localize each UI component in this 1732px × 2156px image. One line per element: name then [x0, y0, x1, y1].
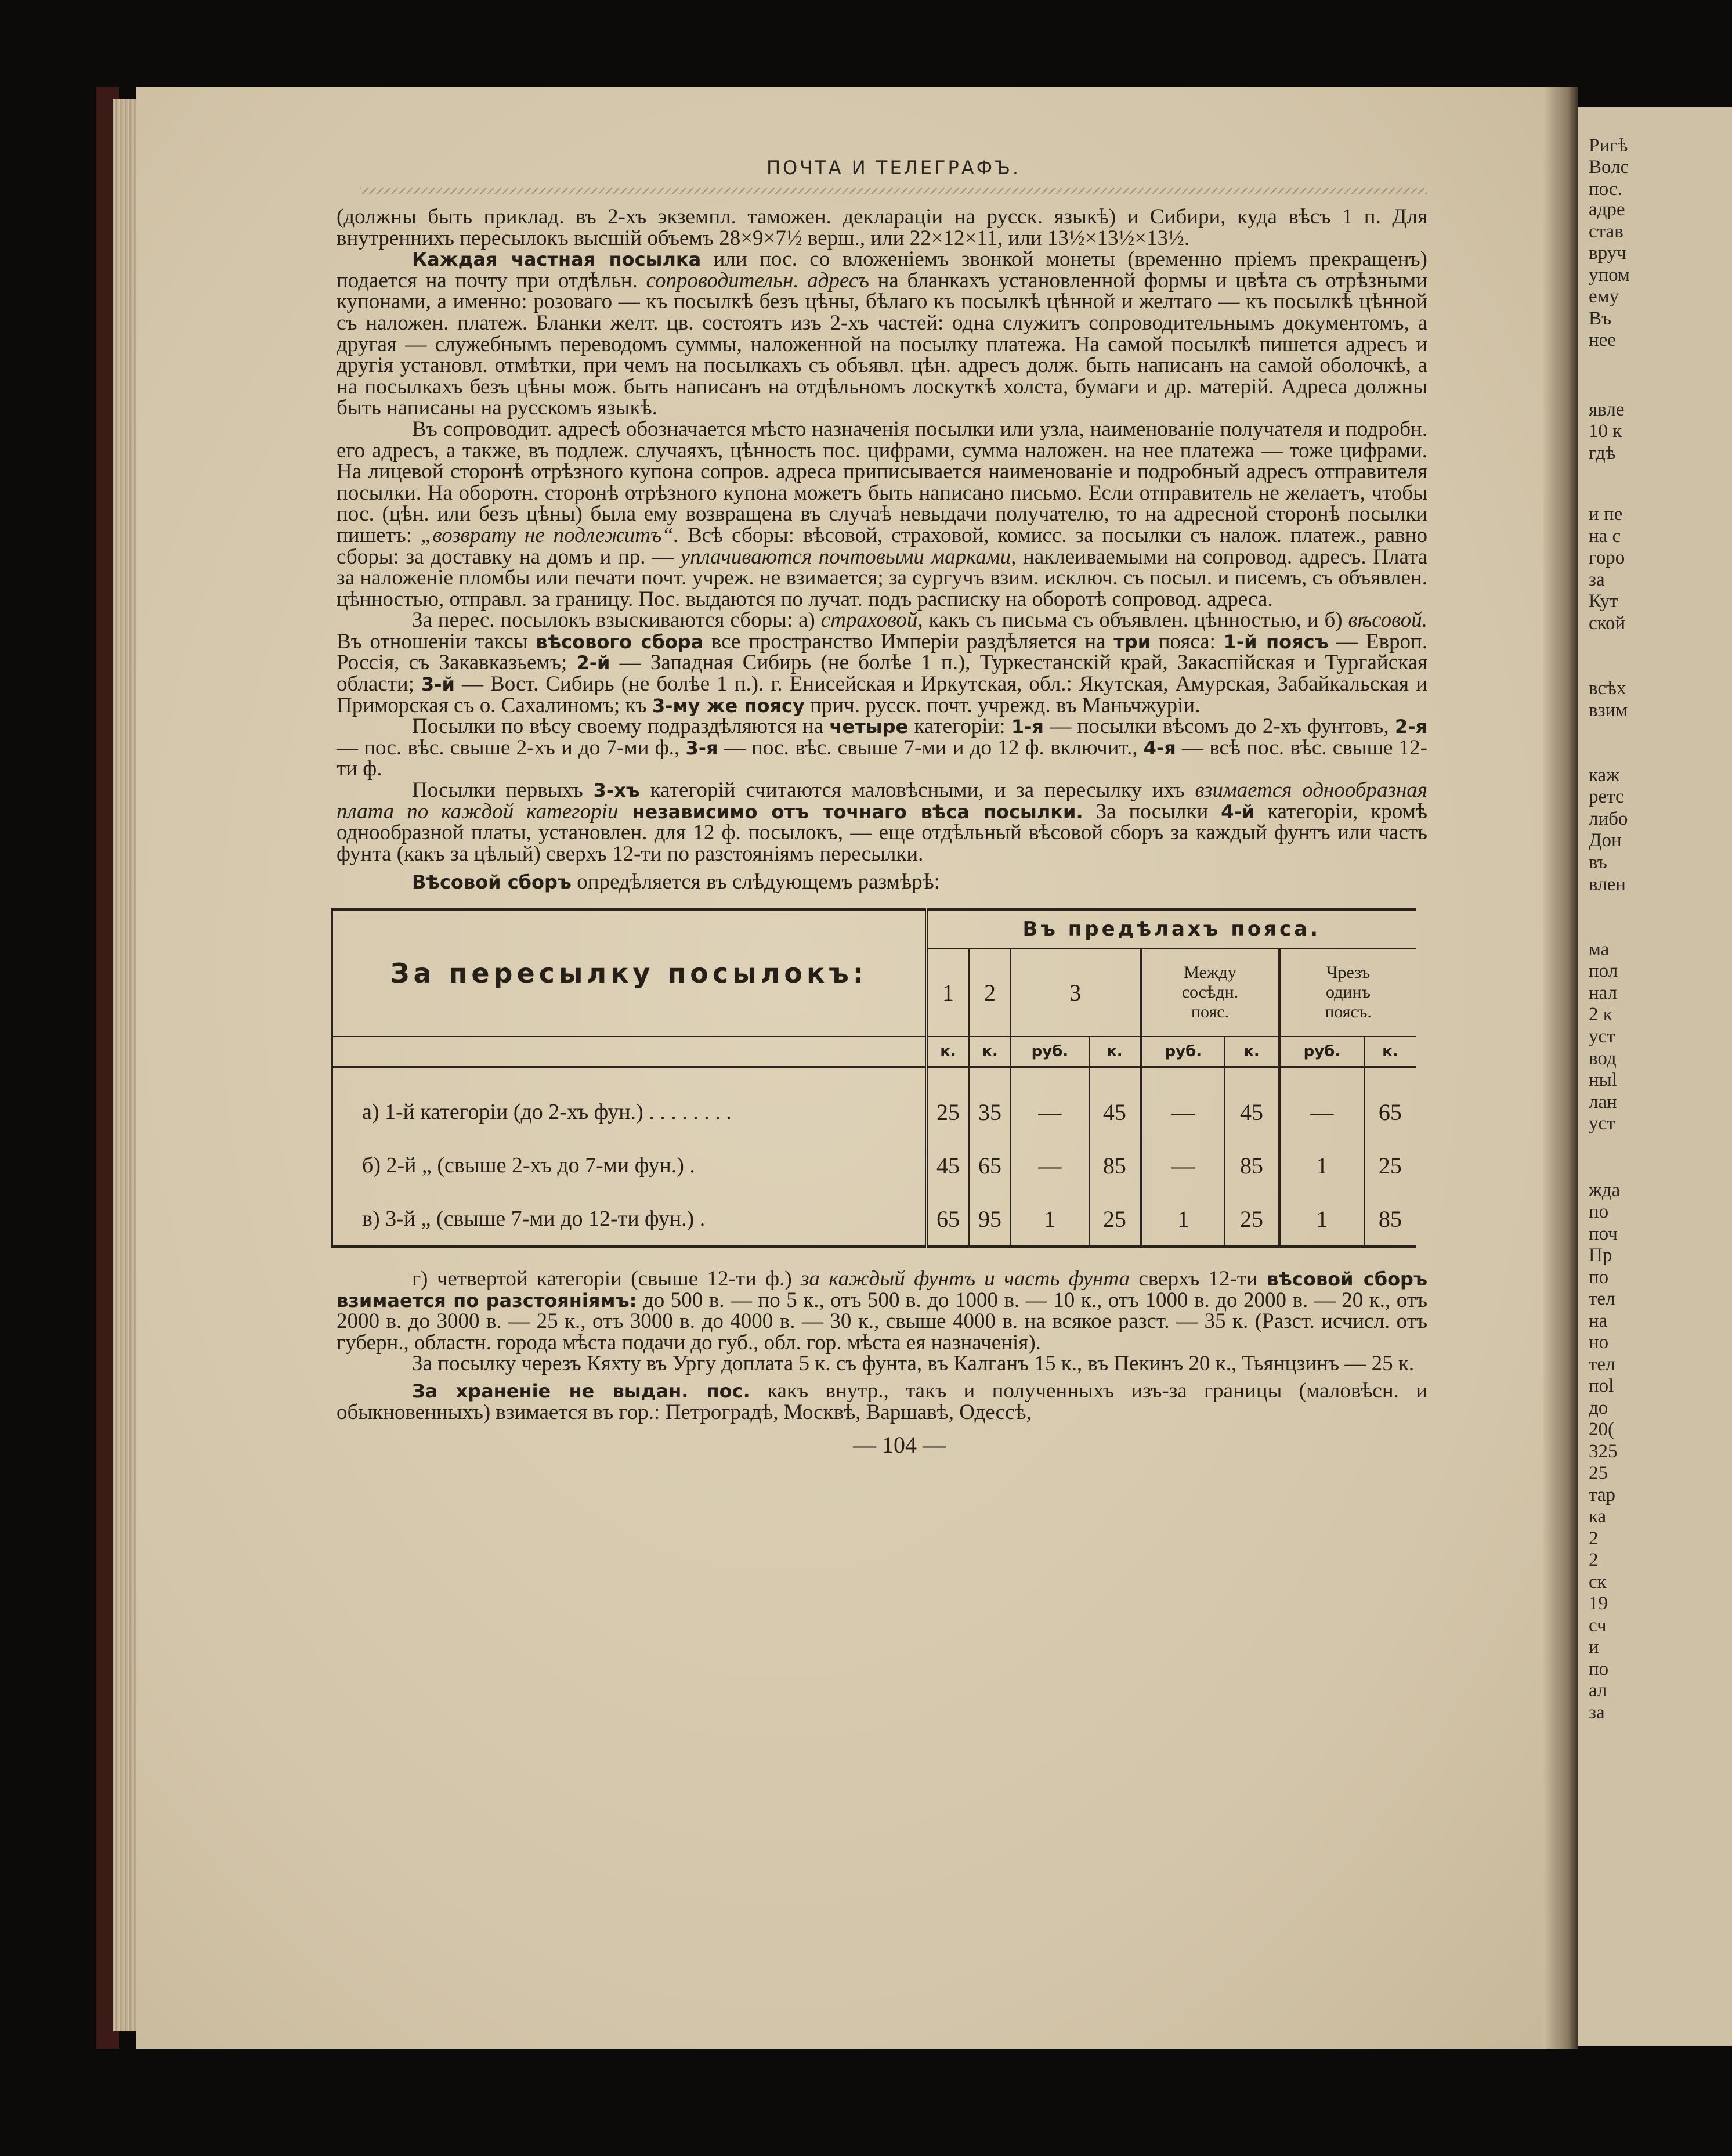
- table-cell: 95: [969, 1192, 1011, 1247]
- next-page-text: 2: [1589, 1528, 1599, 1549]
- page-content: [337, 157, 1427, 1458]
- paragraph-6: Посылки первыхъ 3-хъ категорій считаются маловѣсными, и за пересылку ихъ взимается однообразная плата по каждой категоріи независимо отъ точнаго вѣса посылки. За посылки 4-й категоріи, кромѣ однообразной платы, установлен. для 12 ф. посылокъ, — еще отдѣльный вѣсовой сборъ за каждый фунтъ или часть фунта (какъ за цѣлый) сверхъ 12-ти по разстояніямъ пересылки.: [337, 778, 1428, 866]
- book-gutter: [1543, 87, 1578, 2049]
- next-page-text: ск: [1589, 1572, 1607, 1592]
- unit-cell: к.: [927, 1037, 970, 1067]
- table-row: [332, 1139, 1416, 1192]
- table-cell: —: [1011, 1139, 1089, 1192]
- next-page-text: поч: [1589, 1223, 1618, 1244]
- table-cell: —: [1141, 1085, 1225, 1139]
- next-page-text: и пе: [1589, 504, 1623, 525]
- next-page-text: ма: [1589, 939, 1610, 960]
- next-page-text: Дон: [1589, 830, 1622, 851]
- col-header-3: 3: [1011, 948, 1141, 1037]
- next-page-text: влен: [1589, 874, 1626, 895]
- next-page-text: ретс: [1589, 786, 1624, 807]
- next-page-text: уст: [1589, 1113, 1615, 1134]
- running-header: ПОЧТА И ТЕЛЕГРАФЪ.: [766, 157, 1021, 179]
- next-page-text: ему: [1589, 286, 1619, 307]
- col-header-neighbor: Между сосѣдн. пояс.: [1141, 948, 1279, 1037]
- row-label: б) 2-й „ (свыше 2-хъ до 7-ми фун.) .: [332, 1139, 927, 1192]
- next-page-text: поl: [1589, 1375, 1614, 1396]
- table-caption: За пересылку посылокъ:: [390, 958, 868, 989]
- next-page-text: пол: [1589, 960, 1618, 981]
- next-page-text: горо: [1589, 547, 1625, 568]
- next-page-text: сч: [1589, 1615, 1607, 1636]
- header-rule: [360, 188, 1427, 194]
- next-page-text: уст: [1589, 1026, 1615, 1047]
- paragraph-9: За посылку черезъ Кяхту въ Ургу доплата 5 к. съ фунта, въ Калганъ 15 к., въ Пекинъ 20 к., Тьянцзинъ — 25 к.: [412, 1352, 1415, 1376]
- next-page-text: нал: [1589, 983, 1618, 1003]
- unit-cell: к.: [1225, 1037, 1279, 1067]
- next-page-text: вод: [1589, 1048, 1617, 1069]
- next-page-text: 2 к: [1589, 1004, 1612, 1025]
- zone-header: Въ предѣлахъ пояса.: [927, 909, 1416, 948]
- next-page-text: адре: [1589, 199, 1625, 220]
- table-row-spacer: [332, 1067, 1416, 1086]
- next-page-text: лан: [1589, 1092, 1617, 1113]
- next-page-text: явле: [1589, 399, 1625, 420]
- table-cell: 1: [1011, 1192, 1089, 1247]
- row-label: а) 1-й категоріи (до 2-хъ фун.) . . . . . . . .: [332, 1085, 927, 1139]
- next-page-text: каж: [1589, 765, 1619, 786]
- next-page-text: до: [1589, 1397, 1608, 1418]
- next-page-text: на с: [1589, 526, 1621, 547]
- row-label: в) 3-й „ (свыше 7-ми до 12-ти фун.) .: [332, 1192, 927, 1247]
- col-header-2: 2: [969, 948, 1011, 1037]
- next-page-text: пос.: [1589, 179, 1622, 200]
- next-page-text: въ: [1589, 852, 1607, 873]
- next-page-text: став: [1589, 221, 1623, 242]
- page-number: — 104 —: [853, 1432, 946, 1458]
- next-page-text: либо: [1589, 808, 1628, 829]
- next-page-text: жда: [1589, 1180, 1621, 1201]
- next-page-text: 25: [1589, 1462, 1608, 1483]
- table-cell: —: [1011, 1085, 1089, 1139]
- next-page-text: и: [1589, 1637, 1599, 1657]
- table-cell: 25: [1364, 1139, 1416, 1192]
- table-cell: 25: [1089, 1192, 1141, 1247]
- next-page-text: 19: [1589, 1593, 1608, 1614]
- body-text-after-table: [337, 1269, 1427, 1423]
- next-page-text: гдѣ: [1589, 443, 1616, 464]
- unit-cell: руб.: [1141, 1037, 1225, 1067]
- paragraph-3: Въ сопроводит. адресѣ обозначается мѣсто назначенія посылки или узла, наименованіе получателя и подробн. его адресъ, а также, въ подлеж. случаяхъ, цѣнность пос. цифрами, сумма наложен. на нее платежа — тоже цифрами. На лицевой сторонѣ отрѣзного купона сопров. адреса приписывается наименованіе и подробный адресъ отправителя посылки. На оборотн. сторонѣ отрѣзного купона можетъ быть написано письмо. Если отправитель не желаетъ, чтобы пос. (цѣн. или безъ цѣны) была ему возвращена въ случаѣ невыдачи получателю, то на адресной сторонѣ посылки пишетъ: „возврату не подлежитъ“. Всѣ сборы: вѣсовой, страховой, комисс. за посылки съ налож. платеж., равно сборы: за доставку на домъ и пр. — уплачиваются почтовыми марками, наклеиваемыми на сопровод. адресъ. Плата за наложеніе пломбы или печати почт. учреж. не взимается; за сургучъ взим. исключ. съ посыл. и писемъ, съ объявлен. цѣнностью, отправл. за границу. Пос. выдаются по лучат. подъ расписку на оборотѣ сопровод. адреса.: [337, 417, 1427, 611]
- unit-cell: к.: [1364, 1037, 1416, 1067]
- table-cell: 45: [927, 1139, 970, 1192]
- next-page-text: ал: [1589, 1680, 1607, 1701]
- next-page-text: тел: [1589, 1354, 1615, 1375]
- paragraph-10: За храненіе не выдан. пос. какъ внутр., такъ и полученныхъ изъ-за границы (маловѣсн. и обыкновенныхъ) взимается въ гор.: Петроградѣ, Москвѣ, Варшавѣ, Одессѣ,: [337, 1378, 1427, 1424]
- table-cell: 25: [1225, 1192, 1279, 1247]
- next-page-text: вруч: [1589, 243, 1626, 263]
- next-page-text: нее: [1589, 330, 1616, 351]
- next-page-text: ской: [1589, 613, 1626, 634]
- next-page-text: на: [1589, 1310, 1608, 1331]
- next-page-text: Кут: [1589, 591, 1618, 612]
- next-page-text: по: [1589, 1201, 1609, 1222]
- paragraph-1: (должны быть приклад. въ 2-хъ экземпл. таможен. деклараціи на русск. языкѣ) и Сибири, куда вѣсъ 1 п. Для внутреннихъ пересылокъ высшій объемъ 28×9×7½ верш., или 22×12×11, или 13½×13½×13½.: [337, 205, 1427, 250]
- unit-cell: руб.: [1011, 1037, 1089, 1067]
- next-page-text: тар: [1589, 1485, 1615, 1505]
- table-cell: 65: [927, 1192, 970, 1247]
- next-page-text: 10 к: [1589, 421, 1622, 442]
- table-cell: 45: [1089, 1085, 1141, 1139]
- paragraph-5: Посылки по вѣсу своему подраздѣляются на четыре категоріи: 1-я — посылки вѣсомъ до 2-хъ фунтовъ, 2-я — пос. вѣс. свыше 2-хъ и до 7-ми ф., 3-я — пос. вѣс. свыше 7-ми и до 12 ф. включит., 4-я — всѣ пос. вѣс. свыше 12-ти ф.: [337, 714, 1428, 781]
- unit-cell: руб.: [1279, 1037, 1364, 1067]
- table-row: [332, 1192, 1416, 1247]
- table-row: [332, 1085, 1416, 1139]
- next-page-text: 325: [1589, 1441, 1618, 1462]
- table-cell: —: [1141, 1139, 1225, 1192]
- table-cell: 65: [1364, 1085, 1416, 1139]
- table-cell: 25: [927, 1085, 970, 1139]
- paragraph-4: За перес. посылокъ взыскиваются сборы: а) страховой, какъ съ письма съ объявлен. цѣнностью, и б) вѣсовой. Въ отношеніи таксы вѣсового сбора все пространство Имперіи раздѣляется на три пояса: 1-й поясъ — Европ. Россія, съ Закавказьемъ; 2-й — Западная Сибирь (не болѣе 1 п.), Туркестанскій край, Закаспійская и Тургайская области; 3-й — Вост. Сибирь (не болѣе 1 п.). г. Енисейская и Иркутская, обл.: Якутская, Амурская, Забайкальская и Приморская съ о. Сахалиномъ; къ 3-му же поясу прич. русск. почт. учрежд. въ Маньчжуріи.: [337, 608, 1428, 717]
- paragraph-7: Вѣсовой сборъ опредѣляется въ слѣдующемъ размѣрѣ:: [412, 870, 941, 894]
- table-cell: 1: [1279, 1139, 1364, 1192]
- table-cell: 65: [969, 1139, 1011, 1192]
- unit-cell: к.: [969, 1037, 1011, 1067]
- table-cell: 85: [1364, 1192, 1416, 1247]
- table-cell: 1: [1279, 1192, 1364, 1247]
- paragraph-2: Каждая частная посылка или пос. со вложеніемъ звонкой монеты (временно пріемъ прекращенъ) подается на почту при отдѣльн. сопроводительн. адресъ на бланкахъ установленной формы и цвѣта съ отрѣзными купонами, а именно: розоваго — къ посылкѣ безъ цѣны, бѣлаго къ посылкѣ цѣнной и желтаго — къ посылкѣ цѣнной съ наложен. платеж. Бланки желт. цв. состоятъ изъ 2-хъ частей: одна служитъ сопроводительнымъ документомъ, а другая — служебнымъ переводомъ суммы, наложенной на посылку платежа. На самой посылкѣ пишется адресъ и другія установл. отмѣтки, при чемъ на посылкахъ съ объявл. цѣн. адресъ долж. быть написанъ на самой оболочкѣ, а на посылкахъ безъ цѣны мож. быть написанъ на отдѣльномъ лоскуткѣ холста, бумаги и др. матерій. Адреса должны быть написаны на русскомъ языкѣ.: [337, 247, 1427, 420]
- next-page-text: Пр: [1589, 1245, 1612, 1266]
- next-page-text: по: [1589, 1659, 1609, 1680]
- next-page-text: но: [1589, 1332, 1609, 1353]
- next-page-text: ныl: [1589, 1070, 1618, 1090]
- next-page-text: ка: [1589, 1506, 1607, 1527]
- next-page-text: 20(: [1589, 1419, 1614, 1440]
- next-page-text: Ригѣ: [1589, 135, 1628, 156]
- table-cell: 35: [969, 1085, 1011, 1139]
- body-text: [337, 207, 1427, 893]
- next-page-text: за: [1589, 569, 1605, 590]
- table-cell: 85: [1225, 1139, 1279, 1192]
- col-header-through-one: Чрезъ одинъ поясъ.: [1279, 948, 1416, 1037]
- table-cell: 45: [1225, 1085, 1279, 1139]
- next-page-text: за: [1589, 1702, 1605, 1723]
- next-page-text: тел: [1589, 1288, 1615, 1309]
- next-page-text: Въ: [1589, 308, 1612, 329]
- table-cell: 85: [1089, 1139, 1141, 1192]
- next-page-text: всѣх: [1589, 678, 1626, 699]
- paragraph-8: г) четвертой категоріи (свыше 12-ти ф.) за каждый фунтъ и часть фунта сверхъ 12-ти вѣсовой сборъ взимается по разстояніямъ: до 500 в. — по 5 к., отъ 500 в. до 1000 в. — 10 к., отъ 1000 в. до 2000 в. — 20 к., отъ 2000 в. до 3000 в. — 25 к., отъ 3000 в. до 4000 в. — 30 к., свыше 4000 в. на всякое разст. — 35 к. (Разст. исчисл. отъ губерн., областн. города мѣста подачи до губ., обл. гор. мѣста ея назначенія).: [337, 1267, 1428, 1355]
- next-page-fragment: [1578, 107, 1732, 2046]
- next-page-text: по: [1589, 1267, 1609, 1288]
- next-page-text: 2: [1589, 1550, 1599, 1570]
- unit-cell: к.: [1089, 1037, 1141, 1067]
- col-header-1: 1: [927, 948, 970, 1037]
- next-page-text: упом: [1589, 265, 1630, 286]
- next-page-text: Волс: [1589, 157, 1629, 178]
- table-cell: 1: [1141, 1192, 1225, 1247]
- table-cell: —: [1279, 1085, 1364, 1139]
- weight-fee-table: [331, 908, 1416, 1248]
- next-page-text: взим: [1589, 700, 1628, 721]
